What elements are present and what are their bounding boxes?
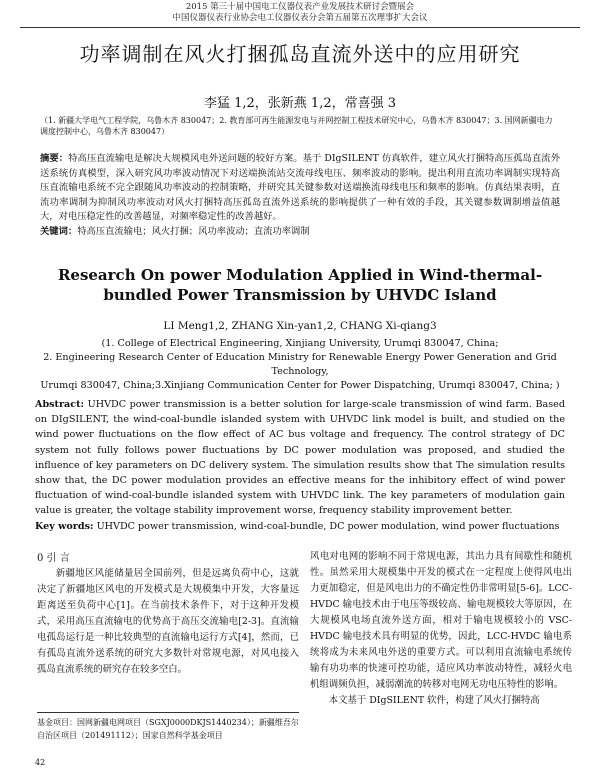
- chinese-title: 功率调制在风火打捆孤岛直流外送中的应用研究: [79, 42, 521, 66]
- english-authors: LI Meng1,2, ZHANG Xin-yan1,2, CHANG Xi-qiang3: [163, 320, 437, 332]
- right-column-text: [310, 549, 572, 709]
- conference-header-line1: 2015 第三十届中国电工仪器仪表产业发展技术研讨会暨展会: [185, 2, 415, 12]
- body-paragraph: 本文基于 DIgSILENT 软件，构建了风火打捆特高: [328, 695, 540, 706]
- english-affiliation-line: (1. College of Electrical Engineering, Xinjiang University, Urumqi 830047, China;: [101, 338, 499, 349]
- english-keywords-label: Key words:: [35, 520, 94, 532]
- conference-header-line2: 中国仪器仪表行业协会电工仪器仪表分会第五届第五次理事扩大会议: [172, 13, 428, 23]
- section-heading-introduction: 0 引 言: [37, 553, 70, 564]
- chinese-keywords-text: 特高压直流输电；风火打捆；风功率波动；直流功率调制: [77, 225, 310, 237]
- chinese-affiliations: （1. 新疆大学电气工程学院，乌鲁木齐 830047；2. 教育部可再生能源发电与并网控制工程技术研究中心，乌鲁木齐 830047；3. 国网新疆电力调度控制中心，乌鲁木齐 830047）: [40, 116, 553, 136]
- funding-footnote: 基金项目：国网新疆电网项目（SGXJ0000DKJS1440234）；新疆维吾尔自治区项目（201491112）；国家自然科学基金项目: [37, 718, 299, 740]
- chinese-abstract-label: 摘要：: [40, 153, 69, 164]
- chinese-keywords-label: 关键词：: [40, 225, 78, 237]
- chinese-abstract-block: [40, 152, 560, 239]
- english-affiliations: [20, 337, 580, 393]
- body-paragraph: 风电对电网的影响不同于常规电源，其出力具有间歇性和随机性。虽然采用大规模集中开发的模式在一定程度上使得风电出力更加稳定，但是风电出力的不确定性仍非常明显[5-6]。LCC-HVDC 输电技术由于电压等级较高、输电规模较大等原因，在大规模风电场直流外送方面，相对于输电规模较小的 VSC-HVDC 输电技术具有明显的优势，因此，LCC-HVDC 输电系统将成为未来风电外送的重要方式。可以利用直流输电系统传输有功功率的快速可控功能，适应风功率波动特性，减轻火电机组调频负担，减弱潮流的转移对电网无功电压特性的影响。: [310, 551, 572, 690]
- chinese-authors: 李猛 1,2，张新燕 1,2，常喜强 3: [203, 96, 397, 111]
- page-number: 42: [35, 758, 46, 767]
- english-title: Research On power Modulation Applied in Wind-thermal-bundled Power Transmission by UHVDC Island: [57, 266, 543, 304]
- english-abstract-label: Abstract:: [35, 399, 85, 410]
- english-abstract-block: [35, 397, 565, 534]
- english-affiliation-line: Urumqi 830047, China;3.Xinjiang Communication Center for Power Dispatching, Urumqi 830047, China; ): [40, 380, 560, 391]
- left-column-text: [37, 566, 299, 678]
- header-divider: [20, 27, 580, 28]
- body-paragraph: 新疆地区风能储量居全国前列，但是远离负荷中心，这就决定了新疆地区风电的开发模式是大规模集中开发，大容量远距离送至负荷中心[1]。在当前技术条件下，对于这种开发模式，采用高压直流输电的优势高于高压交流输电[2-3]。直流输电孤岛运行是一种比较典型的直流输电运行方式[4]，然而，已有孤岛直流外送系统的研究大多数针对常规电源，对风电接入孤岛直流系统的研究存在较多空白。: [37, 568, 299, 675]
- english-affiliation-line: 2. Engineering Research Center of Education Ministry for Renewable Energy Power Generation and Grid Technology,: [43, 352, 557, 377]
- english-abstract-text: UHVDC power transmission is a better solution for large-scale transmission of wind farm. Based on DIgSILENT, the wind-coal-bundle islanded system with UHVDC link model is built, and studied on the wind power fluctuations on the flow effect of AC bus voltage and frequency. The control strategy of DC system not fully follows power fluctuations by DC power modulation was proposed, and studied the influence of key parameters on DC delivery system. The simulation results show that The simulation results show that, the DC power modulation provides an effective means for the inhibitory effect of wind power fluctuation of wind-coal-bundle islanded system with UHVDC link. The key parameters of modulation gain value is greater, the voltage stability improvement worse, frequency stability improvement better.: [35, 399, 565, 517]
- chinese-abstract-text: 特高压直流输电是解决大规模风电外送问题的较好方案。基于 DIgSILENT 仿真软件，建立风火打捆特高压孤岛直流外送系统仿真模型，深入研究风功率波动情况下对送端换流站交流母线电压、频率波动的影响。提出利用直流功率调制实现特高压直流输电系统不完全跟随风功率波动的控制策略，并研究其关键参数对送端换流母线电压和频率的影响。仿真结果表明，直流功率调制为抑制风功率波动对风火打捆特高压孤岛直流外送系统的影响提供了一种有效的手段，其关键参数调制增益值越大，对电压稳定性的改善越显，对频率稳定性的改善越好。: [40, 153, 560, 222]
- footnote-divider: [37, 712, 299, 713]
- english-keywords-text: UHVDC power transmission, wind-coal-bundle, DC power modulation, wind power fluctuations: [96, 520, 560, 532]
